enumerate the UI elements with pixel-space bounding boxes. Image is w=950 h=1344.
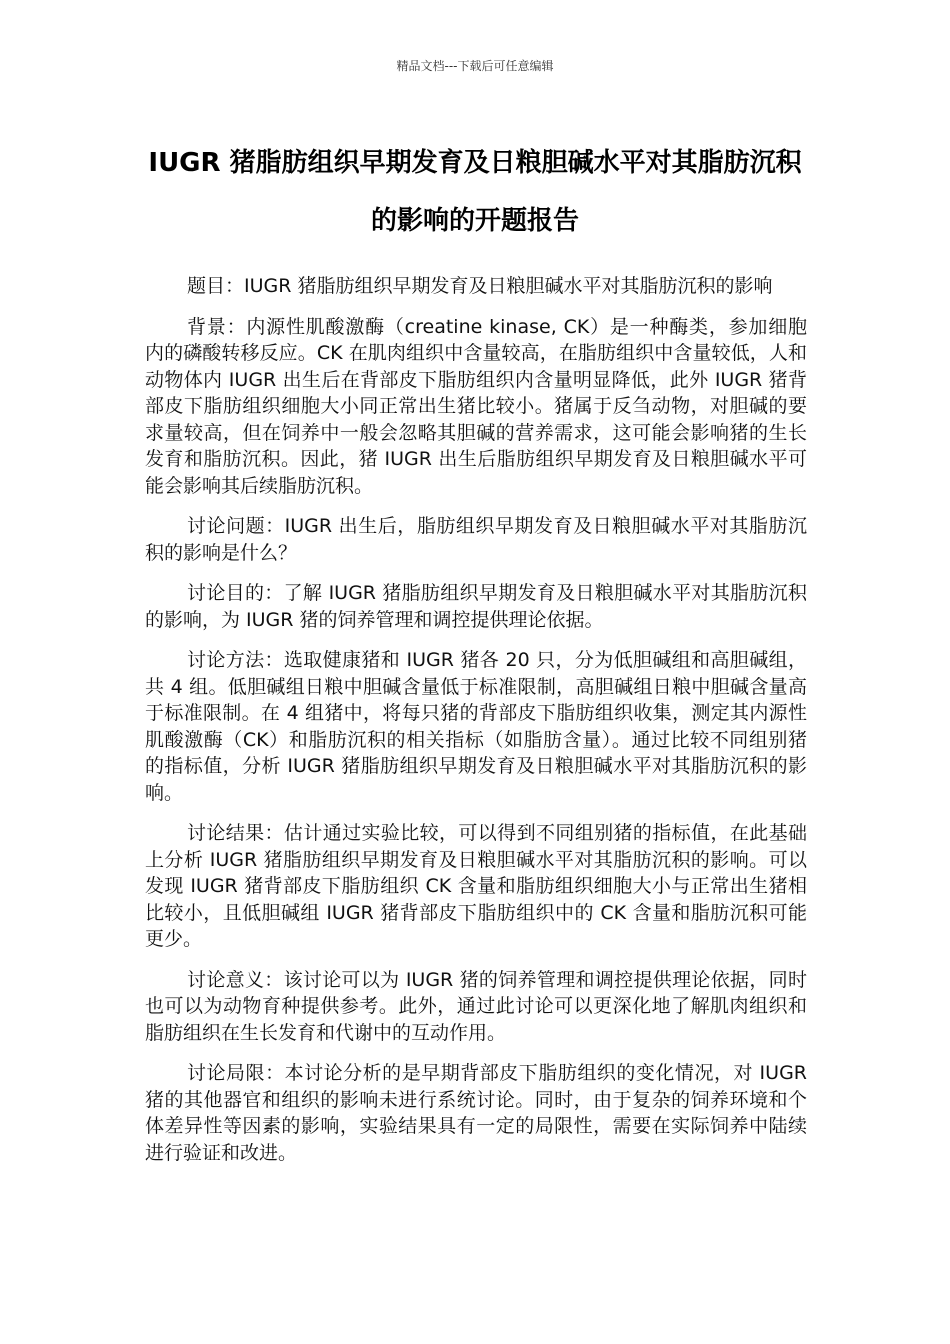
paragraph-background: 背景：内源性肌酸激酶（creatine kinase, CK）是一种酶类，参加细胞内的磷酸转移反应。CK 在肌肉组织中含量较高，在脂肪组织中含量较低，人和动物体内 IUGR 出生后在背部皮下脂肪组织内含量明显降低，此外 IUGR 猪背部皮下脂肪组织细胞大小同正常出生猪比较小。猪属于反刍动物，对胆碱的要求量较高，但在饲养中一般会忽略其胆碱的营养需求，这可能会影响猪的生长发育和脂肪沉积。因此，猪 IUGR 出生后脂肪组织早期发育及日粮胆碱水平可能会影响其后续脂肪沉积。 (145, 315, 807, 497)
page-header-note: 精品文档---下载后可任意编辑 (396, 59, 554, 73)
paragraph-limitations: 讨论局限：本讨论分析的是早期背部皮下脂肪组织的变化情况，对 IUGR 猪的其他器官和组织的影响未进行系统讨论。同时，由于复杂的饲养环境和个体差异性等因素的影响，实验结果具有一定的局限性，需要在实际饲养中陆续进行验证和改进。 (145, 1062, 807, 1164)
document-title: IUGR 猪脂肪组织早期发育及日粮胆碱水平对其脂肪沉积的影响的开题报告 (148, 148, 802, 236)
paragraph-method: 讨论方法：选取健康猪和 IUGR 猪各 20 只，分为低胆碱组和高胆碱组，共 4 组。低胆碱组日粮中胆碱含量低于标准限制，高胆碱组日粮中胆碱含量高于标准限制。在 4 组猪中，将每只猪的背部皮下脂肪组织收集，测定其内源性肌酸激酶（CK）和脂肪沉积的相关指标（如脂肪含量）。通过比较不同组别猪的指标值，分析 IUGR 猪脂肪组织早期发育及日粮胆碱水平对其脂肪沉积的影响。 (145, 649, 807, 804)
paragraph-topic: 题目：IUGR 猪脂肪组织早期发育及日粮胆碱水平对其脂肪沉积的影响 (187, 275, 773, 297)
paragraph-results: 讨论结果：估计通过实验比较，可以得到不同组别猪的指标值，在此基础上分析 IUGR 猪脂肪组织早期发育及日粮胆碱水平对其脂肪沉积的影响。可以发现 IUGR 猪背部皮下脂肪组织 CK 含量和脂肪组织细胞大小与正常出生猪相比较小，且低胆碱组 IUGR 猪背部皮下脂肪组织中的 CK 含量和脂肪沉积可能更少。 (145, 822, 807, 950)
paragraph-purpose: 讨论目的：了解 IUGR 猪脂肪组织早期发育及日粮胆碱水平对其脂肪沉积的影响，为 IUGR 猪的饲养管理和调控提供理论依据。 (145, 582, 807, 631)
paragraph-question: 讨论问题：IUGR 出生后，脂肪组织早期发育及日粮胆碱水平对其脂肪沉积的影响是什么？ (145, 515, 807, 564)
document-body (145, 273, 807, 1180)
paragraph-significance: 讨论意义：该讨论可以为 IUGR 猪的饲养管理和调控提供理论依据，同时也可以为动物育种提供参考。此外，通过此讨论可以更深化地了解肌肉组织和脂肪组织在生长发育和代谢中的互动作用。 (145, 968, 807, 1044)
